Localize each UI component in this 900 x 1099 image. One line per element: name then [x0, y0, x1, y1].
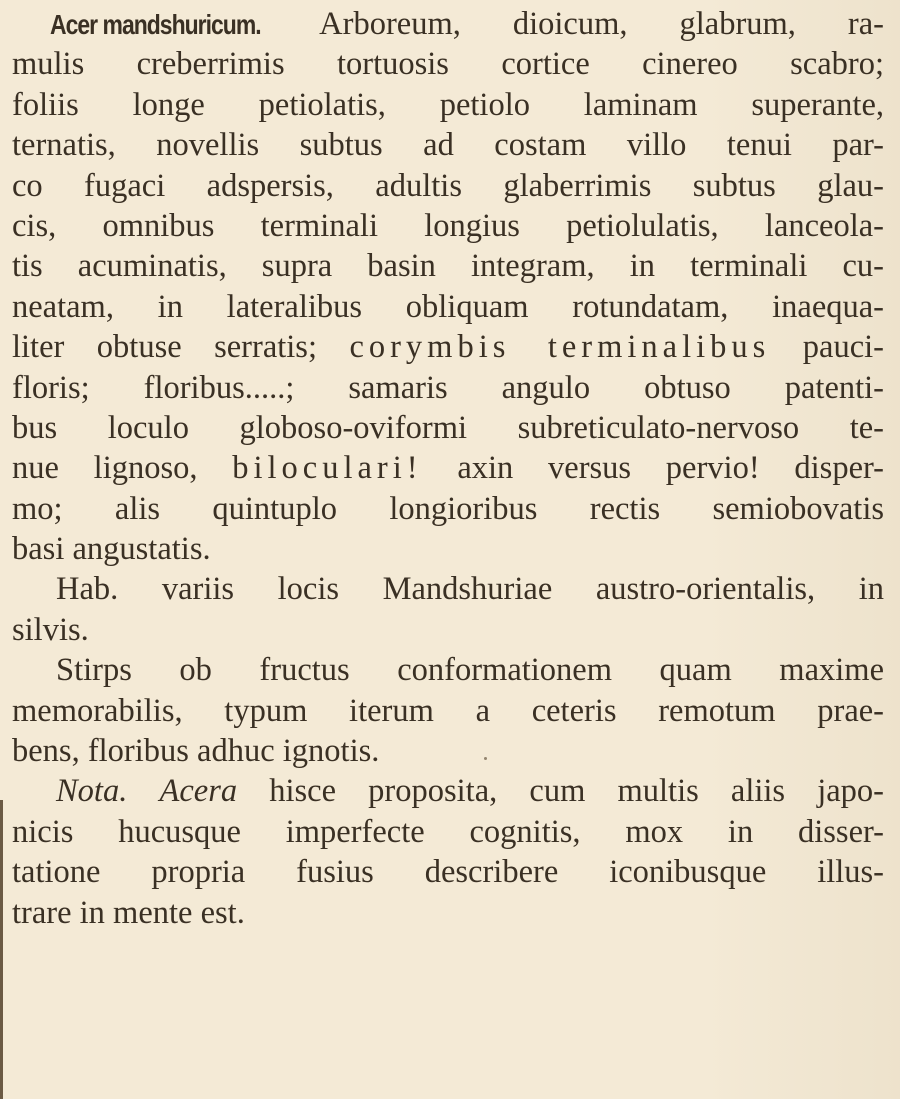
text-line: neatam, in lateralibus obliquam rotundatam, inaequa-	[12, 288, 884, 325]
line-text: Arboreum, dioicum, glabrum, ra-	[268, 6, 884, 42]
text-line: co fugaci adspersis, adultis glaberrimis subtus glau-	[12, 167, 884, 204]
page-edge-border	[0, 800, 3, 1099]
text-line: mulis creberrimis tortuosis cortice cinereo scabro;	[12, 46, 884, 83]
text-line: nicis hucusque imperfecte cognitis, mox in disser-	[12, 813, 884, 850]
text-line	[12, 4, 884, 44]
line-text: hisce proposita, cum multis aliis japo-	[237, 773, 884, 810]
paragraph-nota	[12, 771, 884, 933]
text-line: tis acuminatis, supra basin integram, in terminali cu-	[12, 248, 884, 285]
text-line: basi angustatis.	[12, 531, 211, 568]
text-line: bus loculo globoso-oviformi subreticulato-nervoso te-	[12, 409, 884, 446]
text-line: memorabilis, typum iterum a ceteris remotum prae-	[12, 692, 884, 729]
line-text: pauci-	[770, 329, 884, 366]
text-line: bens, floribus adhuc ignotis.	[12, 733, 380, 770]
spaced-emphasis: biloculari!	[232, 450, 423, 487]
text-line: cis, omnibus terminali longius petiolulatis, lanceola-	[12, 207, 884, 244]
text-line: foliis longe petiolatis, petiolo laminam superante,	[12, 86, 884, 123]
text-line: mo; alis quintuplo longioribus rectis semiobovatis	[12, 490, 884, 527]
text-line: tatione propria fusius describere iconibusque illus-	[12, 854, 884, 891]
line-text: nue lignoso,	[12, 450, 233, 487]
spaced-emphasis: corymbis terminalibus	[349, 329, 771, 366]
text-line	[12, 327, 884, 367]
text-line: Stirps ob fructus conformationem quam maxime	[56, 652, 884, 689]
text-line: floris; floribus.....; samaris angulo obtuso patenti-	[12, 369, 884, 406]
text-line: Hab. variis locis Mandshuriae austro-orientalis, in	[56, 571, 884, 608]
text-line: silvis.	[12, 611, 89, 648]
text-line	[12, 771, 884, 811]
line-text: axin versus pervio! disper-	[422, 450, 884, 487]
line-text: liter obtuse serratis;	[12, 329, 350, 366]
species-heading: Acer mandshuricum.	[50, 9, 261, 40]
document-body	[12, 4, 884, 933]
text-line	[12, 448, 884, 488]
paragraph-species-description	[12, 4, 884, 569]
paragraph-remarks	[12, 650, 884, 771]
nota-label: Nota.	[56, 773, 128, 810]
paragraph-habitat	[12, 569, 884, 650]
text-line: ternatis, novellis subtus ad costam villo tenui par-	[12, 127, 884, 164]
genus-name: Acera	[159, 773, 238, 810]
text-line: trare in mente est.	[12, 894, 245, 931]
